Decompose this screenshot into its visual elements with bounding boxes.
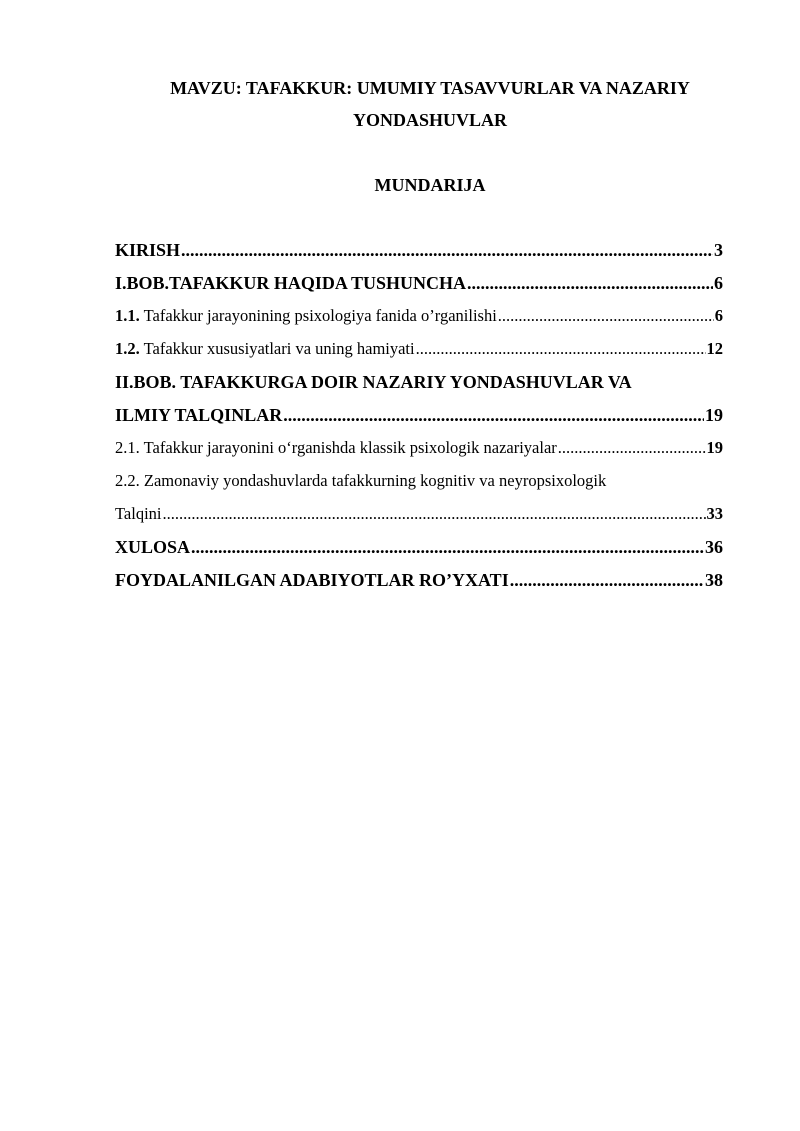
toc-leader-dots [191,537,704,557]
toc-page-number: 33 [706,504,723,523]
toc-entry-section-2-2-line-1[interactable]: 2.2. Zamonaviy yondashuvlarda tafakkurning kognitiv va neyropsixologik [115,471,607,490]
toc-leader-dots [510,570,704,590]
toc-entry-chapter-2[interactable] [115,405,723,425]
toc-entry-section-2-2[interactable] [115,504,723,524]
toc-entry-xulosa[interactable] [115,537,723,557]
toc-entry-section-1-2[interactable] [115,339,723,359]
toc-entry-label: I.BOB.TAFAKKUR HAQIDA TUSHUNCHA [115,273,467,293]
toc-section-title: Tafakkur xususiyatlari va uning hamiyati [139,339,415,358]
toc-page-number: 36 [705,537,723,557]
toc-entry-references[interactable] [115,570,723,590]
toc-entry-chapter-1[interactable] [115,273,723,293]
toc-page-number: 6 [714,306,723,325]
toc-page-number: 38 [705,570,723,590]
toc-leader-dots [181,240,713,260]
toc-leader-dots [163,504,706,524]
toc-page-number: 19 [706,438,723,457]
toc-entry-label [115,339,415,359]
toc-page-number: 6 [714,273,723,293]
document-title-line-2: YONDASHUVLAR [352,110,507,130]
toc-entry-label [115,306,497,326]
toc-entry-label: 2.1. Tafakkur jarayonini o‘rganishda klassik psixologik nazariyalar [115,438,557,457]
toc-leader-dots [283,405,704,425]
toc-leader-dots [558,438,706,458]
toc-entry-section-2-1[interactable] [115,438,723,458]
contents-heading: MUNDARIJA [374,175,486,195]
toc-entry-label: Talqini [115,504,162,523]
toc-leader-dots [498,306,714,326]
document-title-line-1: MAVZU: TAFAKKUR: UMUMIY TASAVVURLAR VA NAZARIY [170,78,690,98]
toc-entry-label: ILMIY TALQINLAR [115,405,283,425]
toc-entry-label: XULOSA [115,537,191,557]
toc-section-title: Tafakkur jarayonining psixologiya fanida o’rganilishi [139,306,497,325]
toc-entry-label: KIRISH [115,240,181,260]
toc-page-number: 12 [706,339,723,358]
toc-section-number: 1.1. [115,306,140,325]
toc-page-number: 3 [714,240,723,260]
toc-leader-dots [467,273,713,293]
toc-page-number: 19 [705,405,723,425]
toc-section-number: 1.2. [115,339,140,358]
toc-leader-dots [416,339,706,359]
toc-entry-label: FOYDALANILGAN ADABIYOTLAR RO’YXATI [115,570,509,590]
toc-entry-chapter-2-line-1[interactable]: II.BOB. TAFAKKURGA DOIR NAZARIY YONDASHUVLAR VA [115,372,632,392]
toc-entry-kirish[interactable] [115,240,723,260]
toc-entry-section-1-1[interactable] [115,306,723,326]
